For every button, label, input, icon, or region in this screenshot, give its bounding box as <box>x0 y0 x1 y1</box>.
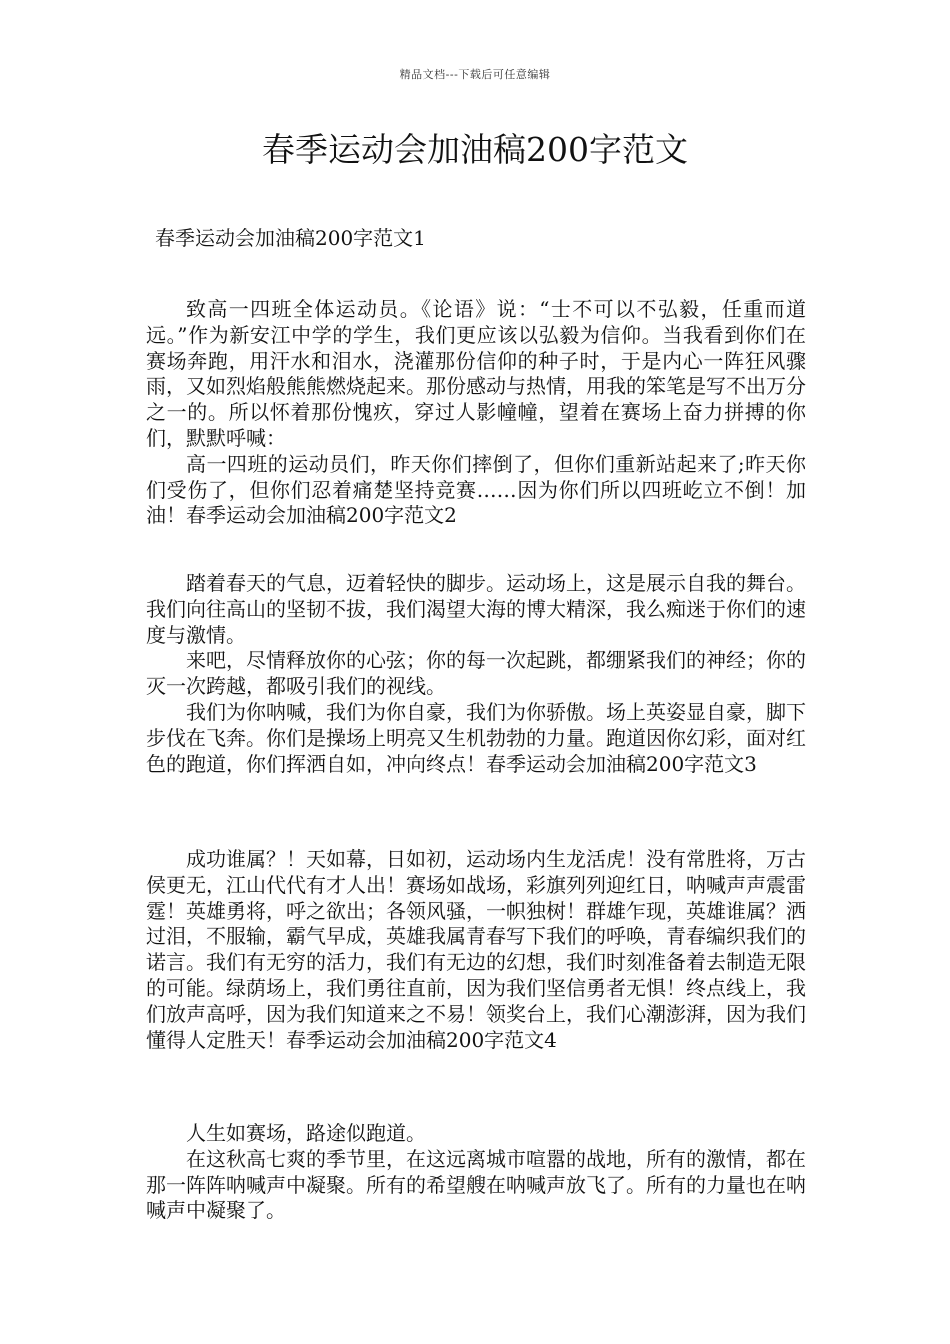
section-heading-1: 春季运动会加油稿200字范文1 <box>155 226 426 250</box>
page-header-note: 精品文档---下载后可任意编辑 <box>399 68 551 81</box>
text-block-3 <box>146 847 806 1053</box>
paragraph: 致高一四班全体运动员。《论语》说：“士不可以不弘毅，任重而道远。”作为新安江中学的学生，我们更应该以弘毅为信仰。当我看到你们在赛场奔跑，用汗水和泪水，浇灌那份信仰的种子时，于是内心一阵狂风骤雨，又如烈焰般熊熊燃烧起来。那份感动与热情，用我的笨笔是写不出万分之一的。所以怀着那份愧疚，穿过人影幢幢，望着在赛场上奋力拼搏的你们，默默呼喊： <box>146 297 806 450</box>
text-block-1 <box>146 297 806 529</box>
paragraph: 在这秋高七爽的季节里，在这远离城市喧嚣的战地，所有的激情，都在那一阵阵呐喊声中凝聚。所有的希望艘在呐喊声放飞了。所有的力量也在呐喊声中凝聚了。 <box>146 1146 806 1223</box>
document-title: 春季运动会加油稿200字范文 <box>262 130 688 169</box>
paragraph: 我们为你呐喊，我们为你自豪，我们为你骄傲。场上英姿显自豪，脚下步伐在飞奔。你们是操场上明亮又生机勃勃的力量。跑道因你幻彩，面对红色的跑道，你们挥洒自如，冲向终点！春季运动会加油稿200字范文3 <box>146 699 806 776</box>
paragraph: 高一四班的运动员们，昨天你们摔倒了，但你们重新站起来了;昨天你们受伤了，但你们忍着痛楚坚持竞赛……因为你们所以四班屹立不倒！加油！春季运动会加油稿200字范文2 <box>146 451 806 528</box>
paragraph: 踏着春天的气息，迈着轻快的脚步。运动场上，这是展示自我的舞台。我们向往高山的坚韧不拔，我们渴望大海的博大精深，我么痴迷于你们的速度与激情。 <box>146 571 806 647</box>
text-block-2 <box>146 571 806 777</box>
paragraph: 人生如赛场，路途似跑道。 <box>186 1121 426 1145</box>
paragraph: 来吧，尽情释放你的心弦；你的每一次起跳，都绷紧我们的神经；你的灭一次跨越，都吸引我们的视线。 <box>146 648 806 699</box>
paragraph: 成功谁属？！天如幕，日如初，运动场内生龙活虎！没有常胜将，万古侯更无，江山代代有才人出！赛场如战场，彩旗列列迎红日，呐喊声声震雷霆！英雄勇将，呼之欲出；各领风骚，一帜独树！群雄乍现，英雄谁属？洒过泪，不服输，霸气早成，英雄我属青春写下我们的呼唤，青春编织我们的诺言。我们有无穷的活力，我们有无边的幻想，我们时刻准备着去制造无限的可能。绿荫场上，我们勇往直前，因为我们坚信勇者无惧！终点线上，我们放声高呼，因为我们知道来之不易！领奖台上，我们心潮澎湃，因为我们懂得人定胜天！春季运动会加油稿200字范文4 <box>146 847 806 1052</box>
text-block-4 <box>146 1121 806 1224</box>
